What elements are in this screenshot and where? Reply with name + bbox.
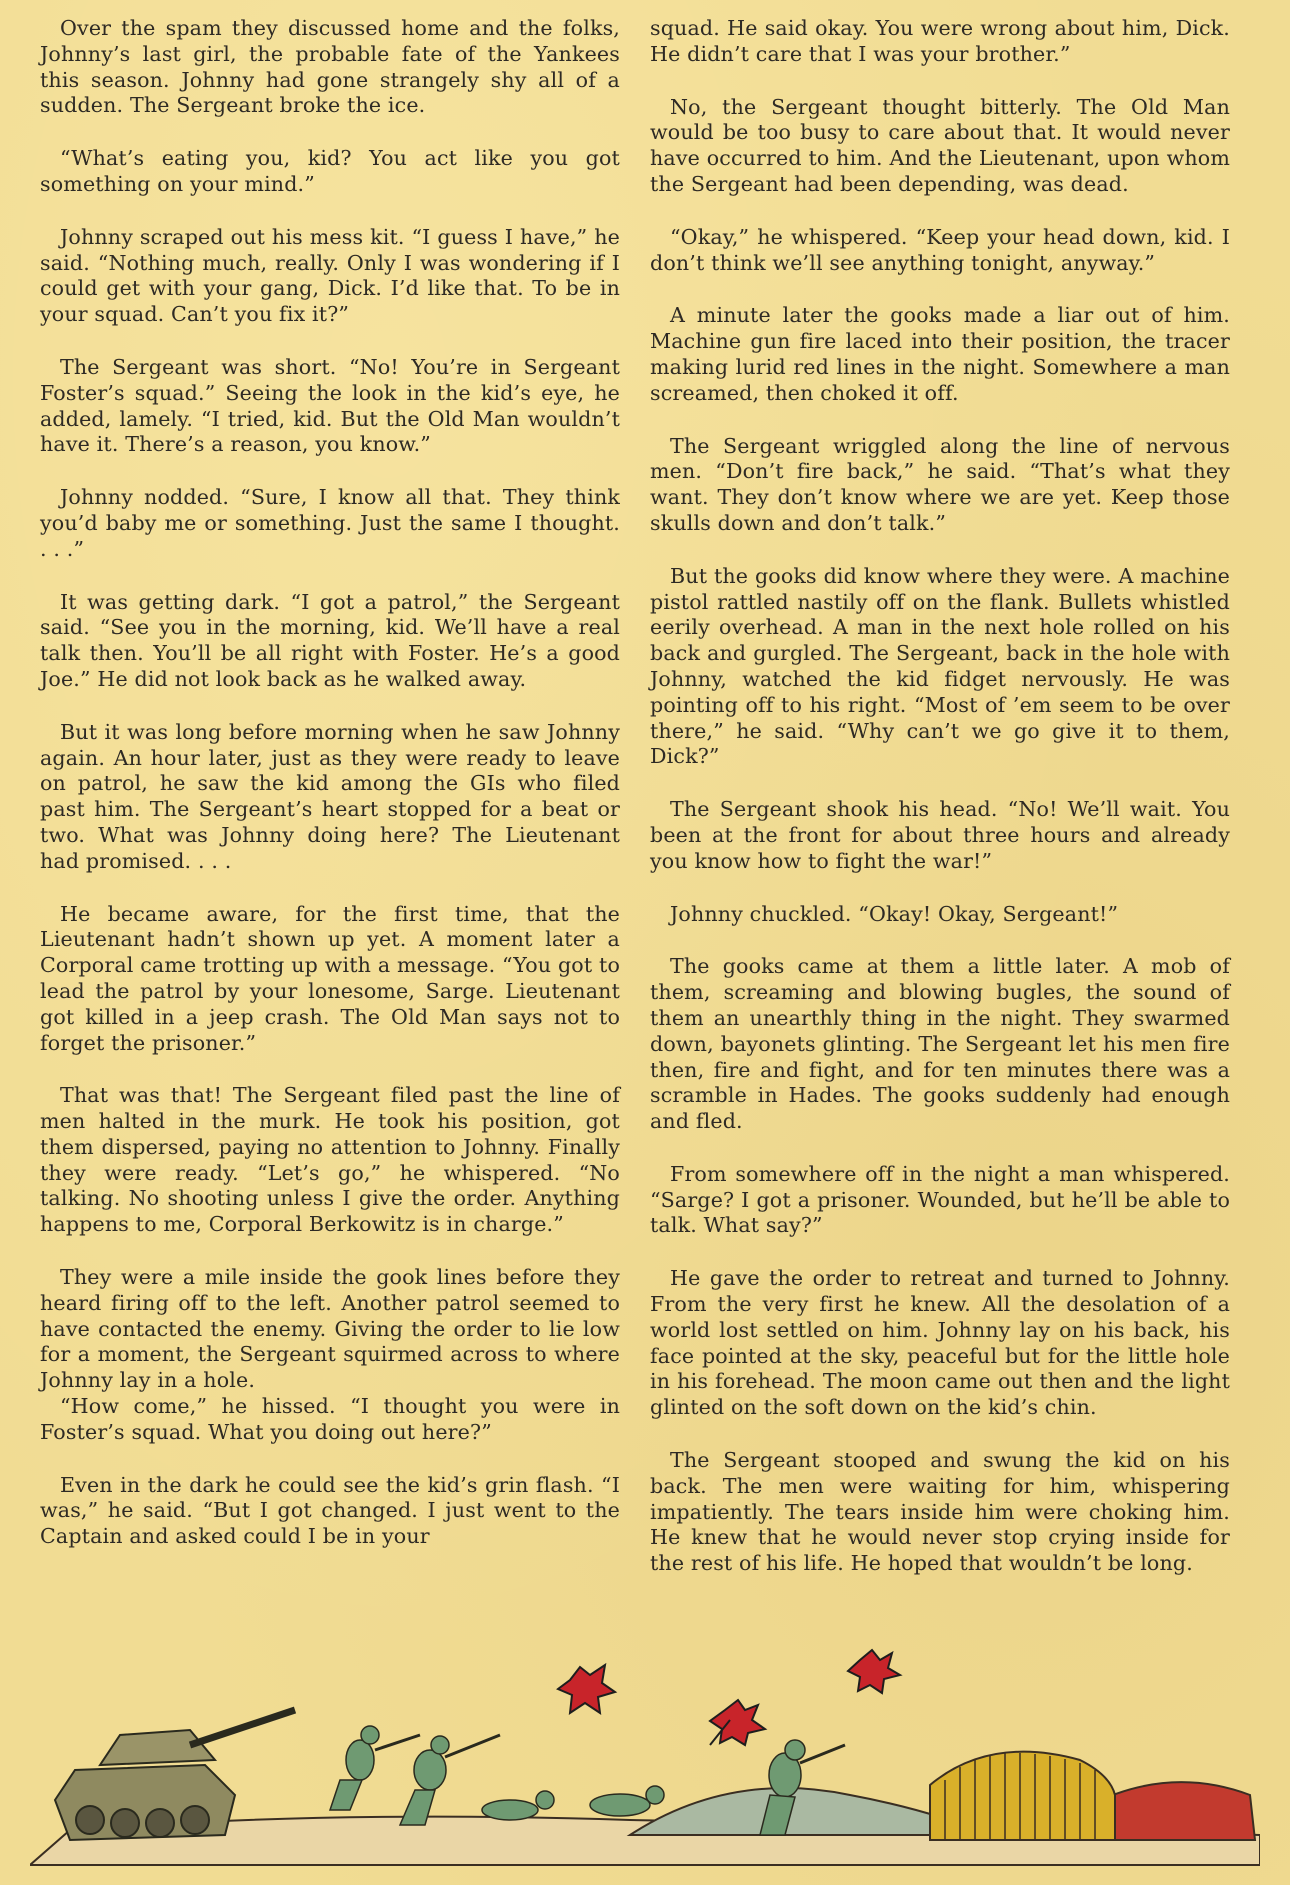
paragraph: But the gooks did know where they were. A machine pistol rattled nastily off on the flank. Bullets whistled eerily overhead. A man in the next hole rolled on his back and gurgled. The Sergeant, back in the hole with Johnny, watched the kid fidget nervously. He was pointing off to his right. “Most of ’em seem to be over there,” he said. “Why can’t we go give it to them, Dick?”	[650, 563, 1230, 769]
paragraph: That was that! The Sergeant filed past the line of men halted in the murk. He took his position, got them dispersed, paying no attention to Johnny. Finally they were ready. “Let’s go,” he whispered. “No talking. No shooting unless I give the order. Anything happens to me, Corporal Berkowitz is in charge.”	[40, 1083, 620, 1237]
paragraph: From somewhere off in the night a man whispered. “Sarge? I got a prisoner. Wounded, but he’ll be able to talk. What say?”	[650, 1161, 1230, 1238]
paragraph: squad. He said okay. You were wrong about him, Dick. He didn’t care that I was your brother.”	[650, 16, 1230, 66]
hut	[930, 1752, 1115, 1840]
paragraph: He became aware, for the first time, that the Lieutenant hadn’t shown up yet. A moment later a Corporal came trotting up with a message. “You got to lead the patrol by your lonesome, Sarge. Lieutenant got killed in a jeep crash. The Old Man says not to forget the prisoner.”	[40, 901, 620, 1055]
paragraph: “What’s eating you, kid? You act like you got something on your mind.”	[40, 146, 620, 196]
paragraph: Over the spam they discussed home and the folks, Johnny’s last girl, the probable fate of the Yankees this season. Johnny had gone strangely shy all of a sudden. The Sergeant broke the ice.	[40, 16, 620, 118]
paragraph: They were a mile inside the gook lines before they heard firing off to the left. Another patrol seemed to have contacted the enemy. Giving the order to lie low for a moment, the Sergeant squirmed across to where Johnny lay in a hole.	[40, 1265, 620, 1393]
paragraph: “Okay,” he whispered. “Keep your head down, kid. I don’t think we’ll see anything tonight, anyway.”	[650, 224, 1230, 275]
paragraph: He gave the order to retreat and turned to Johnny. From the very first he knew. All the desolation of a world lost settled on him. Johnny lay on his back, his face pointed at the sky, peaceful but for the little hole in his forehead. The moon came out then and the light glinted on the soft down on the kid’s chin.	[650, 1266, 1230, 1420]
paragraph: The Sergeant shook his head. “No! We’ll wait. You been at the front for about three hours and already you know how to fight the war!”	[650, 797, 1230, 873]
paragraph: The gooks came at them a little later. A mob of them, screaming and blowing bugles, the sound of them an unearthly thing in the night. They swarmed down, bayonets glinting. The Sergeant let his men fire then, fire and fight, and for ten minutes there was a scramble in Hades. The gooks suddenly had enough and fled.	[650, 954, 1230, 1134]
paragraph: No, the Sergeant thought bitterly. The Old Man would be too busy to care about that. It would never have occurred to him. And the Lieutenant, upon whom the Sergeant had been depending, was dead.	[650, 94, 1230, 196]
paragraph: Even in the dark he could see the kid’s grin flash. “I was,” he said. “But I got changed. I just went to the Captain and asked could I be in your	[40, 1472, 620, 1549]
left-text-column	[40, 16, 620, 1577]
explosions	[558, 1650, 900, 1745]
paragraph: Johnny chuckled. “Okay! Okay, Sergeant!”	[670, 901, 1119, 926]
paragraph: The Sergeant was short. “No! You’re in Sergeant Foster’s squad.” Seeing the look in the kid’s eye, he added, lamely. “I tried, kid. But the Old Man wouldn’t have it. There’s a reason, you know.”	[40, 354, 620, 457]
paragraph: The Sergeant wriggled along the line of nervous men. “Don’t fire back,” he said. “That’s what they want. They don’t know where we are yet. Keep those skulls down and don’t talk.”	[650, 433, 1230, 535]
paragraph: But it was long before morning when he saw Johnny again. An hour later, just as they were ready to leave on patrol, he saw the kid among the GIs who filed past him. The Sergeant’s heart stopped for a beat or two. What was Johnny doing here? The Lieutenant had promised. . . .	[40, 719, 620, 873]
paragraph: A minute later the gooks made a liar out of him. Machine gun fire laced into their position, the tracer making lurid red lines in the night. Somewhere a man screamed, then choked it off.	[650, 303, 1230, 405]
right-text-column	[650, 16, 1230, 1604]
paragraph: It was getting dark. “I got a patrol,” the Sergeant said. “See you in the morning, kid. We’ll have a real talk then. You’ll be all right with Foster. He’s a good Joe.” He did not look back as he walked away.	[40, 589, 620, 691]
battle-scene-icon	[30, 1595, 1260, 1875]
paragraph: Johnny scraped out his mess kit. “I guess I have,” he said. “Nothing much, really. Only I was wondering if I could get with your gang, Dick. I’d like that. To be in your squad. Can’t you fix it?”	[40, 224, 620, 327]
paragraph: Johnny nodded. “Sure, I know all that. They think you’d baby me or something. Just the same I thought. . . .”	[40, 485, 620, 561]
paragraph: The Sergeant stooped and swung the kid on his back. The men were waiting for him, whispering impatiently. The tears inside him were choking him. He knew that he would never stop crying inside for the rest of his life. He hoped that wouldn’t be long.	[650, 1448, 1230, 1576]
paragraph: “How come,” he hissed. “I thought you were in Foster’s squad. What you doing out here?”	[40, 1394, 620, 1444]
